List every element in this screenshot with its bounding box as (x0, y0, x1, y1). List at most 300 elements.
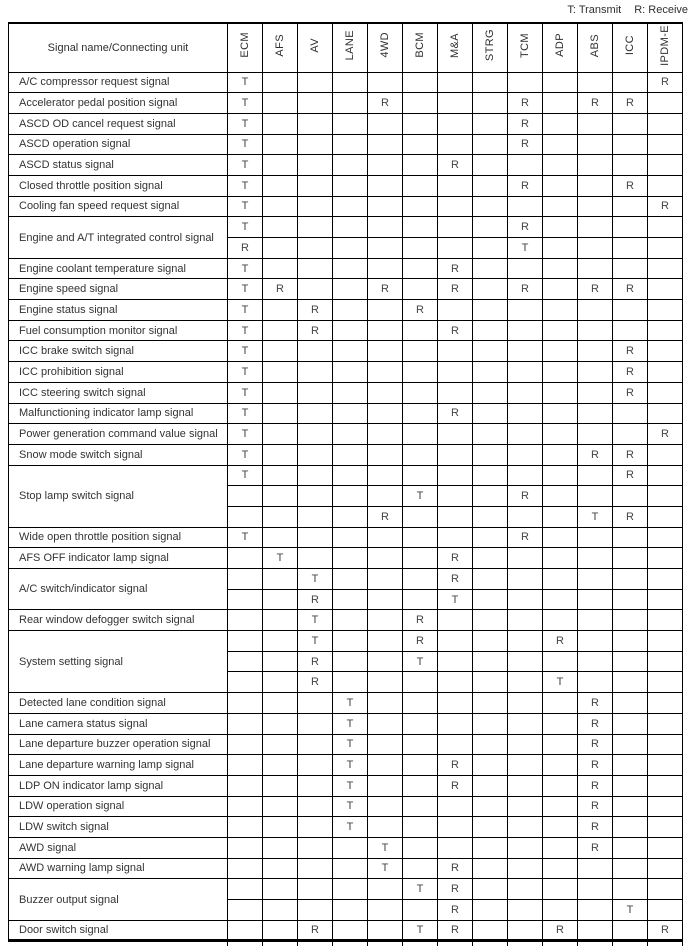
signal-cell (508, 258, 543, 279)
signal-cell (368, 403, 403, 424)
signal-cell (613, 775, 648, 796)
signal-cell (333, 527, 368, 548)
signal-cell (543, 93, 578, 114)
signal-cell (508, 796, 543, 817)
signal-cell: R (613, 341, 648, 362)
signal-cell: R (368, 279, 403, 300)
signal-name-cell: Accelerator pedal position signal (9, 93, 228, 114)
signal-cell (403, 403, 438, 424)
signal-cell (368, 817, 403, 838)
cutoff-stub-cell (263, 941, 298, 946)
signal-cell (263, 672, 298, 693)
signal-cell (228, 858, 263, 879)
signal-cell (508, 341, 543, 362)
signal-cell (333, 72, 368, 93)
signal-cell (298, 444, 333, 465)
signal-cell: R (403, 610, 438, 631)
signal-cell (298, 755, 333, 776)
signal-cell: R (543, 631, 578, 652)
corner-header: Signal name/Connecting unit (9, 23, 228, 72)
signal-cell (403, 858, 438, 879)
signal-cell (473, 217, 508, 238)
signal-cell (403, 134, 438, 155)
table-row (9, 548, 683, 569)
signal-name-cell: System setting signal (9, 631, 228, 693)
signal-cell (263, 755, 298, 776)
signal-cell (263, 217, 298, 238)
signal-cell (648, 113, 683, 134)
signal-cell (648, 713, 683, 734)
column-header-icc (613, 23, 648, 72)
column-header-ecm (228, 23, 263, 72)
signal-cell: T (263, 548, 298, 569)
signal-cell: R (613, 279, 648, 300)
signal-name-cell: Buzzer output signal (9, 879, 228, 920)
signal-cell (648, 837, 683, 858)
signal-cell: R (438, 155, 473, 176)
signal-cell (613, 589, 648, 610)
signal-cell (543, 713, 578, 734)
cutoff-stub-cell (648, 941, 683, 946)
signal-cell (473, 651, 508, 672)
signal-cell (403, 279, 438, 300)
signal-name-cell: ICC steering switch signal (9, 382, 228, 403)
signal-cell (508, 755, 543, 776)
signal-cell (648, 486, 683, 507)
signal-cell (368, 382, 403, 403)
signal-cell: T (228, 72, 263, 93)
signal-name-cell: LDW operation signal (9, 796, 228, 817)
column-header-lane (333, 23, 368, 72)
signal-cell (613, 196, 648, 217)
signal-cell (438, 113, 473, 134)
signal-cell (228, 589, 263, 610)
signal-cell (613, 755, 648, 776)
signal-cell (508, 506, 543, 527)
signal-cell (648, 527, 683, 548)
signal-cell (473, 382, 508, 403)
signal-cell (438, 506, 473, 527)
signal-cell: T (578, 506, 613, 527)
signal-cell (228, 755, 263, 776)
signal-cell (263, 796, 298, 817)
signal-cell (473, 796, 508, 817)
signal-cell (368, 134, 403, 155)
signal-cell (473, 631, 508, 652)
signal-cell: R (648, 196, 683, 217)
signal-cell (368, 527, 403, 548)
signal-cell (578, 631, 613, 652)
signal-cell (438, 672, 473, 693)
signal-cell (508, 651, 543, 672)
signal-cell (298, 465, 333, 486)
signal-cell (578, 134, 613, 155)
signal-cell (508, 320, 543, 341)
signal-cell (543, 610, 578, 631)
signal-cell (613, 651, 648, 672)
signal-cell (578, 920, 613, 941)
signal-cell: T (228, 258, 263, 279)
signal-cell: T (298, 610, 333, 631)
signal-cell (403, 506, 438, 527)
table-row (9, 134, 683, 155)
signal-cell: R (613, 506, 648, 527)
signal-cell (438, 444, 473, 465)
signal-name-cell: A/C switch/indicator signal (9, 569, 228, 610)
signal-cell (368, 486, 403, 507)
signal-cell (368, 651, 403, 672)
column-header-afs (263, 23, 298, 72)
signal-cell (333, 900, 368, 921)
signal-name-cell: Lane departure buzzer operation signal (9, 734, 228, 755)
signal-cell (403, 548, 438, 569)
table-row (9, 93, 683, 114)
column-header-label: ABS (588, 33, 601, 57)
column-header-label: TCM (518, 32, 531, 58)
signal-cell (263, 651, 298, 672)
signal-cell (403, 196, 438, 217)
signal-cell (298, 486, 333, 507)
signal-name-cell: Snow mode switch signal (9, 444, 228, 465)
signal-cell (438, 217, 473, 238)
signal-cell (333, 569, 368, 590)
signal-cell: T (228, 196, 263, 217)
table-row (9, 196, 683, 217)
signal-cell (543, 258, 578, 279)
signal-cell: T (228, 403, 263, 424)
signal-cell (403, 796, 438, 817)
signal-cell (473, 527, 508, 548)
signal-cell (368, 362, 403, 383)
signal-cell (648, 693, 683, 714)
signal-cell (508, 713, 543, 734)
signal-cell (263, 858, 298, 879)
signal-cell (648, 444, 683, 465)
signal-cell: R (263, 279, 298, 300)
column-header-strg (473, 23, 508, 72)
signal-cell (543, 858, 578, 879)
signal-cell: R (508, 134, 543, 155)
signal-cell (508, 548, 543, 569)
signal-cell: T (403, 486, 438, 507)
signal-cell (578, 548, 613, 569)
signal-name-cell: AWD warning lamp signal (9, 858, 228, 879)
signal-cell (648, 796, 683, 817)
signal-cell (473, 72, 508, 93)
signal-cell (613, 527, 648, 548)
signal-cell (473, 258, 508, 279)
table-header-row (9, 23, 683, 72)
signal-cell (578, 858, 613, 879)
signal-cell (333, 362, 368, 383)
signal-cell (543, 175, 578, 196)
signal-cell (543, 382, 578, 403)
signal-cell: T (438, 589, 473, 610)
signal-cell (403, 672, 438, 693)
cutoff-stub-cell (228, 941, 263, 946)
signal-cell (473, 775, 508, 796)
signal-cell (263, 506, 298, 527)
signal-cell (403, 734, 438, 755)
column-header-adp (543, 23, 578, 72)
cutoff-stub-cell (578, 941, 613, 946)
signal-cell (648, 506, 683, 527)
signal-cell (263, 93, 298, 114)
signal-cell (438, 527, 473, 548)
signal-name-cell: Malfunctioning indicator lamp signal (9, 403, 228, 424)
signal-cell (543, 320, 578, 341)
signal-cell: T (543, 672, 578, 693)
signal-cell (648, 672, 683, 693)
signal-cell (333, 279, 368, 300)
signal-cell: T (228, 341, 263, 362)
signal-cell (613, 258, 648, 279)
signal-cell (613, 920, 648, 941)
signal-cell: T (298, 631, 333, 652)
signal-cell (543, 879, 578, 900)
signal-cell (333, 837, 368, 858)
signal-cell (648, 817, 683, 838)
signal-cell: R (508, 93, 543, 114)
signal-cell (228, 486, 263, 507)
signal-cell (578, 362, 613, 383)
signal-cell (228, 837, 263, 858)
signal-cell (333, 506, 368, 527)
cutoff-stub-cell (368, 941, 403, 946)
signal-cell (613, 796, 648, 817)
signal-name-cell: LDP ON indicator lamp signal (9, 775, 228, 796)
signal-cell (333, 858, 368, 879)
signal-cell: R (613, 465, 648, 486)
signal-cell: T (228, 155, 263, 176)
signal-cell (508, 817, 543, 838)
signal-cell (263, 631, 298, 652)
signal-cell (508, 196, 543, 217)
signal-cell: R (298, 651, 333, 672)
signal-cell (403, 693, 438, 714)
signal-cell (263, 320, 298, 341)
signal-cell (438, 693, 473, 714)
table-row (9, 610, 683, 631)
signal-cell (473, 403, 508, 424)
signal-cell (298, 527, 333, 548)
signal-cell (473, 362, 508, 383)
signal-cell (263, 465, 298, 486)
table-row (9, 879, 683, 900)
signal-cell (578, 238, 613, 259)
signal-cell (368, 196, 403, 217)
table-row (9, 631, 683, 652)
signal-cell (263, 300, 298, 321)
signal-cell (578, 382, 613, 403)
signal-cell (263, 341, 298, 362)
signal-cell (508, 589, 543, 610)
table-row (9, 693, 683, 714)
signal-cell (228, 651, 263, 672)
signal-cell: T (228, 527, 263, 548)
signal-cell (263, 72, 298, 93)
column-header-label: ADP (553, 33, 566, 58)
signal-cell (473, 465, 508, 486)
signal-cell (473, 713, 508, 734)
signal-cell: R (438, 858, 473, 879)
table-row (9, 341, 683, 362)
signal-cell (333, 113, 368, 134)
signal-cell (473, 920, 508, 941)
signal-cell (578, 879, 613, 900)
signal-cell (508, 900, 543, 921)
signal-cell (543, 837, 578, 858)
signal-cell (648, 858, 683, 879)
signal-cell (473, 900, 508, 921)
signal-cell (298, 93, 333, 114)
signal-cell (263, 775, 298, 796)
signal-cell: T (333, 817, 368, 838)
signal-cell (508, 610, 543, 631)
signal-cell: R (438, 879, 473, 900)
signal-name-cell: Engine status signal (9, 300, 228, 321)
signal-cell (578, 113, 613, 134)
signal-cell: R (578, 93, 613, 114)
column-header-tcm (508, 23, 543, 72)
signal-cell: T (228, 382, 263, 403)
signal-cell (368, 589, 403, 610)
signal-cell (228, 506, 263, 527)
signal-cell (333, 238, 368, 259)
signal-cell (368, 920, 403, 941)
signal-name-cell: LDW switch signal (9, 817, 228, 838)
signal-cell (473, 300, 508, 321)
signal-cell (648, 631, 683, 652)
signal-cell (613, 300, 648, 321)
signal-cell: R (613, 444, 648, 465)
signal-cell (543, 900, 578, 921)
signal-cell (263, 900, 298, 921)
column-header-label: LANE (343, 30, 356, 61)
signal-cell: R (613, 382, 648, 403)
signal-cell: R (578, 279, 613, 300)
signal-cell (438, 196, 473, 217)
signal-cell (403, 258, 438, 279)
table-row (9, 734, 683, 755)
signal-cell (543, 651, 578, 672)
signal-cell (368, 238, 403, 259)
table-row (9, 920, 683, 941)
signal-cell: R (368, 93, 403, 114)
signal-cell (578, 155, 613, 176)
table-row (9, 300, 683, 321)
signal-cell (298, 155, 333, 176)
signal-cell (543, 465, 578, 486)
table-row (9, 258, 683, 279)
signal-cell (228, 693, 263, 714)
signal-cell (613, 486, 648, 507)
signal-cell (438, 72, 473, 93)
signal-cell: R (403, 300, 438, 321)
signal-cell: T (403, 651, 438, 672)
signal-cell (368, 320, 403, 341)
signal-cell (543, 755, 578, 776)
signal-cell: R (578, 693, 613, 714)
signal-cell (263, 134, 298, 155)
signal-cell (578, 527, 613, 548)
signal-cell (438, 175, 473, 196)
signal-cell (473, 238, 508, 259)
signal-cell: T (333, 755, 368, 776)
signal-cell (613, 155, 648, 176)
table-row (9, 858, 683, 879)
signal-cell (368, 755, 403, 776)
signal-cell (473, 837, 508, 858)
signal-cell (613, 610, 648, 631)
signal-cell (333, 548, 368, 569)
signal-cell (473, 424, 508, 445)
signal-cell (333, 155, 368, 176)
signal-cell (473, 320, 508, 341)
signal-cell (508, 858, 543, 879)
signal-cell (438, 238, 473, 259)
signal-cell (578, 196, 613, 217)
signal-cell (473, 817, 508, 838)
signal-cell (438, 796, 473, 817)
signal-cell (648, 217, 683, 238)
signal-cell (368, 465, 403, 486)
signal-cell (543, 548, 578, 569)
signal-cell (228, 879, 263, 900)
signal-cell (298, 279, 333, 300)
signal-cell (298, 796, 333, 817)
signal-cell (298, 713, 333, 734)
signal-cell (578, 651, 613, 672)
signal-cell (263, 569, 298, 590)
signal-cell (648, 569, 683, 590)
signal-cell (508, 631, 543, 652)
signal-cell (403, 817, 438, 838)
signal-cell (228, 817, 263, 838)
signal-cell (543, 341, 578, 362)
signal-cell (508, 424, 543, 445)
signal-cell (403, 382, 438, 403)
signal-cell: T (228, 424, 263, 445)
signal-cell (263, 589, 298, 610)
signal-cell (298, 341, 333, 362)
signal-cell (473, 506, 508, 527)
signal-cell (578, 72, 613, 93)
signal-cell: T (333, 796, 368, 817)
table-row (9, 362, 683, 383)
cutoff-stub-cell (9, 941, 228, 946)
signal-cell: R (578, 817, 613, 838)
signal-cell (298, 817, 333, 838)
signal-cell (543, 155, 578, 176)
legend (567, 4, 688, 16)
signal-cell (298, 113, 333, 134)
signal-cell (508, 465, 543, 486)
signal-cell (613, 734, 648, 755)
signal-name-cell: Door switch signal (9, 920, 228, 941)
signal-cell (473, 444, 508, 465)
signal-cell: T (228, 175, 263, 196)
column-header-4wd (368, 23, 403, 72)
signal-cell: R (578, 713, 613, 734)
signal-cell (403, 72, 438, 93)
signal-cell (543, 589, 578, 610)
signal-cell (368, 155, 403, 176)
signal-cell (543, 403, 578, 424)
table-row (9, 775, 683, 796)
signal-cell (613, 548, 648, 569)
signal-cell (578, 300, 613, 321)
